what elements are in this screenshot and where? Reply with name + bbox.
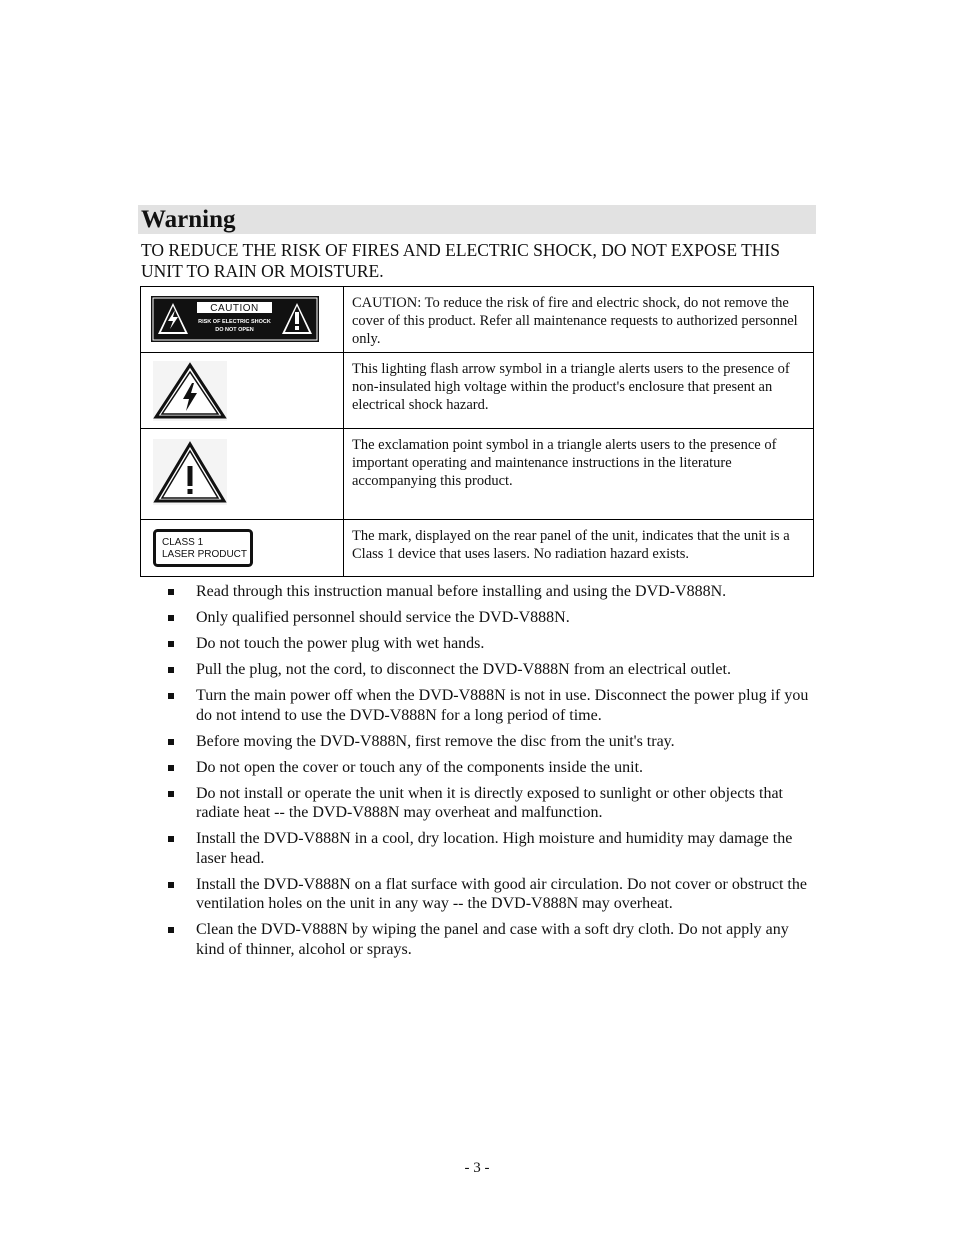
symbol-description: The exclamation point symbol in a triangle alerts users to the presence of important operating and maintenance instructions in the literature accompanying this product.	[344, 429, 814, 520]
list-item: Only qualified personnel should service the DVD-V888N.	[168, 608, 818, 628]
bullet-icon	[168, 765, 174, 771]
caution-label-title: CAUTION	[210, 303, 259, 314]
bullet-icon	[168, 836, 174, 842]
lightning-triangle-icon	[153, 361, 227, 421]
list-item: Clean the DVD-V888N by wiping the panel and case with a soft dry cloth. Do not apply any kind of thinner, alcohol or sprays.	[168, 920, 818, 959]
list-item: Install the DVD-V888N on a flat surface with good air circulation. Do not cover or obstruct the ventilation holes on the unit in any way -- the DVD-V888N may overheat.	[168, 875, 818, 914]
class1-laser-label-icon	[153, 529, 253, 567]
bullet-icon	[168, 791, 174, 797]
bullet-icon	[168, 739, 174, 745]
icon-cell	[141, 287, 344, 353]
icon-cell	[141, 429, 344, 520]
caution-label-line2: DO NOT OPEN	[215, 327, 254, 333]
list-item: Pull the plug, not the cord, to disconnect the DVD-V888N from an electrical outlet.	[168, 660, 818, 680]
list-item: Before moving the DVD-V888N, first remove the disc from the unit's tray.	[168, 732, 818, 752]
page-title: Warning	[141, 206, 236, 233]
list-item: Do not open the cover or touch any of the components inside the unit.	[168, 758, 818, 778]
section-heading-bar	[138, 205, 816, 234]
icon-cell	[141, 353, 344, 429]
laser-label-line2: LASER PRODUCT	[162, 549, 248, 560]
icon-cell	[141, 520, 344, 577]
page-number: - 3 -	[464, 1160, 490, 1176]
table-row	[141, 353, 814, 429]
table-row	[141, 287, 814, 353]
exclamation-triangle-icon	[153, 439, 227, 505]
list-item: Install the DVD-V888N in a cool, dry location. High moisture and humidity may damage the laser head.	[168, 829, 818, 868]
bullet-icon	[168, 641, 174, 647]
list-item: Do not touch the power plug with wet hands.	[168, 634, 818, 654]
intro-warning: TO REDUCE THE RISK OF FIRES AND ELECTRIC SHOCK, DO NOT EXPOSE THIS UNIT TO RAIN OR MOISTURE.	[141, 240, 780, 281]
bullet-icon	[168, 927, 174, 933]
bullet-icon	[168, 882, 174, 888]
safety-rules-list	[168, 582, 818, 966]
caution-label-line1: RISK OF ELECTRIC SHOCK	[198, 319, 271, 325]
list-item: Read through this instruction manual before installing and using the DVD-V888N.	[168, 582, 818, 602]
list-item: Turn the main power off when the DVD-V888N is not in use. Disconnect the power plug if you do not intend to use the DVD-V888N for a long period of time.	[168, 686, 818, 725]
bullet-icon	[168, 693, 174, 699]
table-row	[141, 520, 814, 577]
bullet-icon	[168, 667, 174, 673]
laser-label-line1: CLASS 1	[162, 537, 204, 548]
symbol-description: CAUTION: To reduce the risk of fire and electric shock, do not remove the cover of this product. Refer all maintenance requests to authorized personnel only.	[344, 287, 814, 353]
list-item: Do not install or operate the unit when it is directly exposed to sunlight or other objects that radiate heat -- the DVD-V888N may overheat and malfunction.	[168, 784, 818, 823]
symbol-description: This lighting flash arrow symbol in a triangle alerts users to the presence of non-insulated high voltage within the product's enclosure that present an electrical shock hazard.	[344, 353, 814, 429]
bullet-icon	[168, 589, 174, 595]
bullet-icon	[168, 615, 174, 621]
safety-symbols-table	[140, 286, 814, 577]
caution-label-icon	[151, 296, 319, 342]
table-row	[141, 429, 814, 520]
symbol-description: The mark, displayed on the rear panel of the unit, indicates that the unit is a Class 1 device that uses lasers. No radiation hazard exists.	[344, 520, 814, 577]
